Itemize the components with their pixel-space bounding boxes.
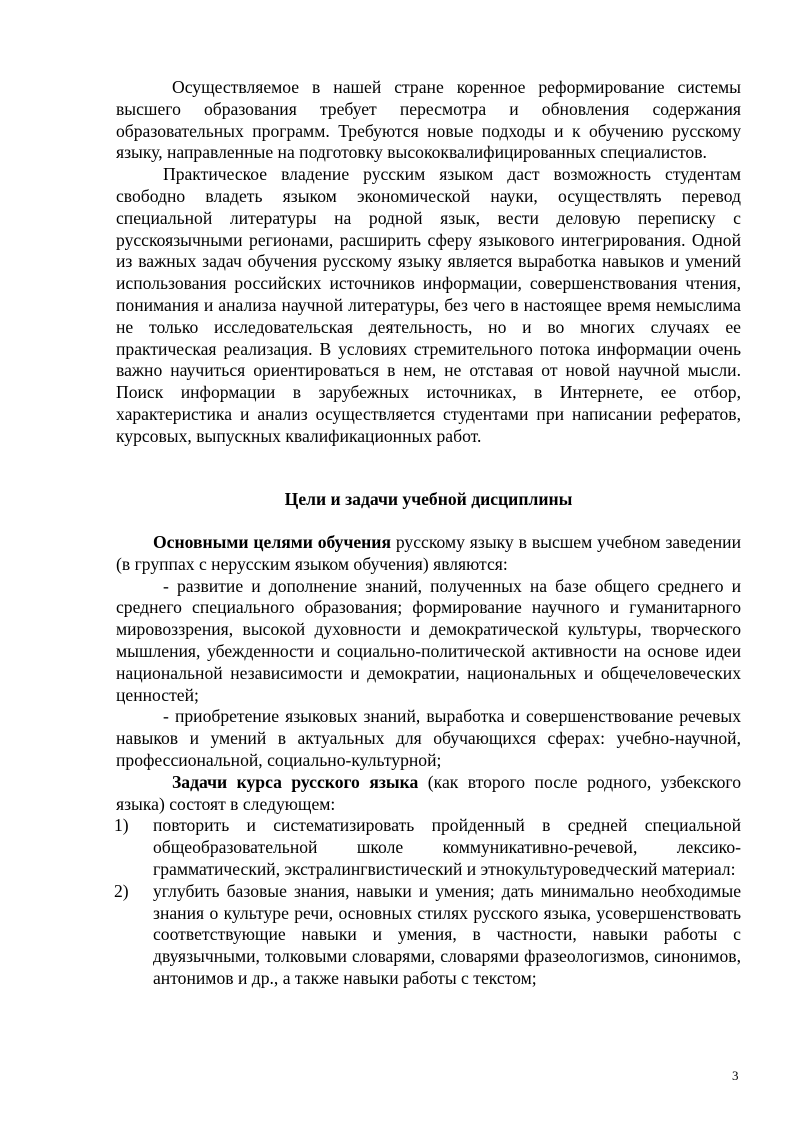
tasks-list [116,815,741,989]
task-item-1 [116,815,741,880]
goals-lead-paragraph [116,532,741,576]
task-text: повторить и систематизировать пройденный в средней специальной общеобразовательной школе коммуникативно-речевой, лексико-грамматический, экстралингвистический и этнокультуроведческий материал: [153,815,741,879]
task-item-2 [116,881,741,990]
goals-lead-bold: Основными целями обучения [153,532,391,552]
goal-item-1: - развитие и дополнение знаний, полученных на базе общего среднего и среднего специального образования; формирование научного и гуманитарного мировоззрения, высокой духовности и демократической культуры, творческого мышления, убежденности и социально-политической активности на основе идеи национальной независимости и демократии, национальных и общечеловеческих ценностей; [116,575,741,705]
task-number: 2) [114,880,129,901]
task-text: углубить базовые знания, навыки и умения; дать минимально необходимые знания о культуре речи, основных стилях русского языка, усовершенствовать соответствующие навыки и умения, в частности, навыки работы с двуязычными, толковыми словарями, словарями фразеологизмов, синонимов, антонимов и др., а также навыки работы с текстом; [153,880,741,988]
intro-text [116,77,741,448]
intro-paragraph-1: Осуществляемое в нашей стране коренное реформирование системы высшего образования требует пересмотра и обновления содержания образовательных программ. Требуются новые подходы и к обучению русскому языку, направленные на подготовку высококвалифицированных специалистов. [116,77,741,163]
task-number: 1) [114,815,129,836]
section-heading: Цели и задачи учебной дисциплины [284,489,573,509]
intro-paragraph-2: Практическое владение русским языком даст возможность студентам свободно владеть языком экономической науки, осуществлять перевод специальной литературы на родной язык, вести деловую переписку с русскоязычными регионами, расширить сферу языкового интегрирования. Одной из важных задач обучения русскому языку является выработка навыков и умений использования российских источников информации, совершенствования чтения, понимания и анализа научной литературы, без чего в настоящее время немыслима не только исследовательская деятельность, но и во многих случаях ее практическая реализация. В условиях стремительного потока информации очень важно научиться ориентироваться в нем, не отставая от новой научной мысли. Поиск информации в зарубежных источниках, в Интернете, ее отбор, характеристика и анализ осуществляется студентами при написании рефератов, курсовых, выпускных квалификационных работ. [116,164,741,446]
goals-lead-rest: русскому языку в высшем учебном заведении (в группах с нерусским языком обучения) являются: [116,532,741,574]
tasks-lead-paragraph [116,772,741,816]
tasks-lead-rest: (как второго после родного, узбекского языка) состоят в следующем: [116,771,741,814]
goals-and-tasks-text [116,532,741,990]
goal-item-2: - приобретение языковых знаний, выработка и совершенствование речевых навыков и умений в актуальных для обучающихся сферах: учебно-научной, профессиональной, социально-культурной; [116,706,741,770]
page-number: 3 [732,1068,739,1083]
tasks-lead-bold: Задачи курса русского языка [172,771,419,792]
